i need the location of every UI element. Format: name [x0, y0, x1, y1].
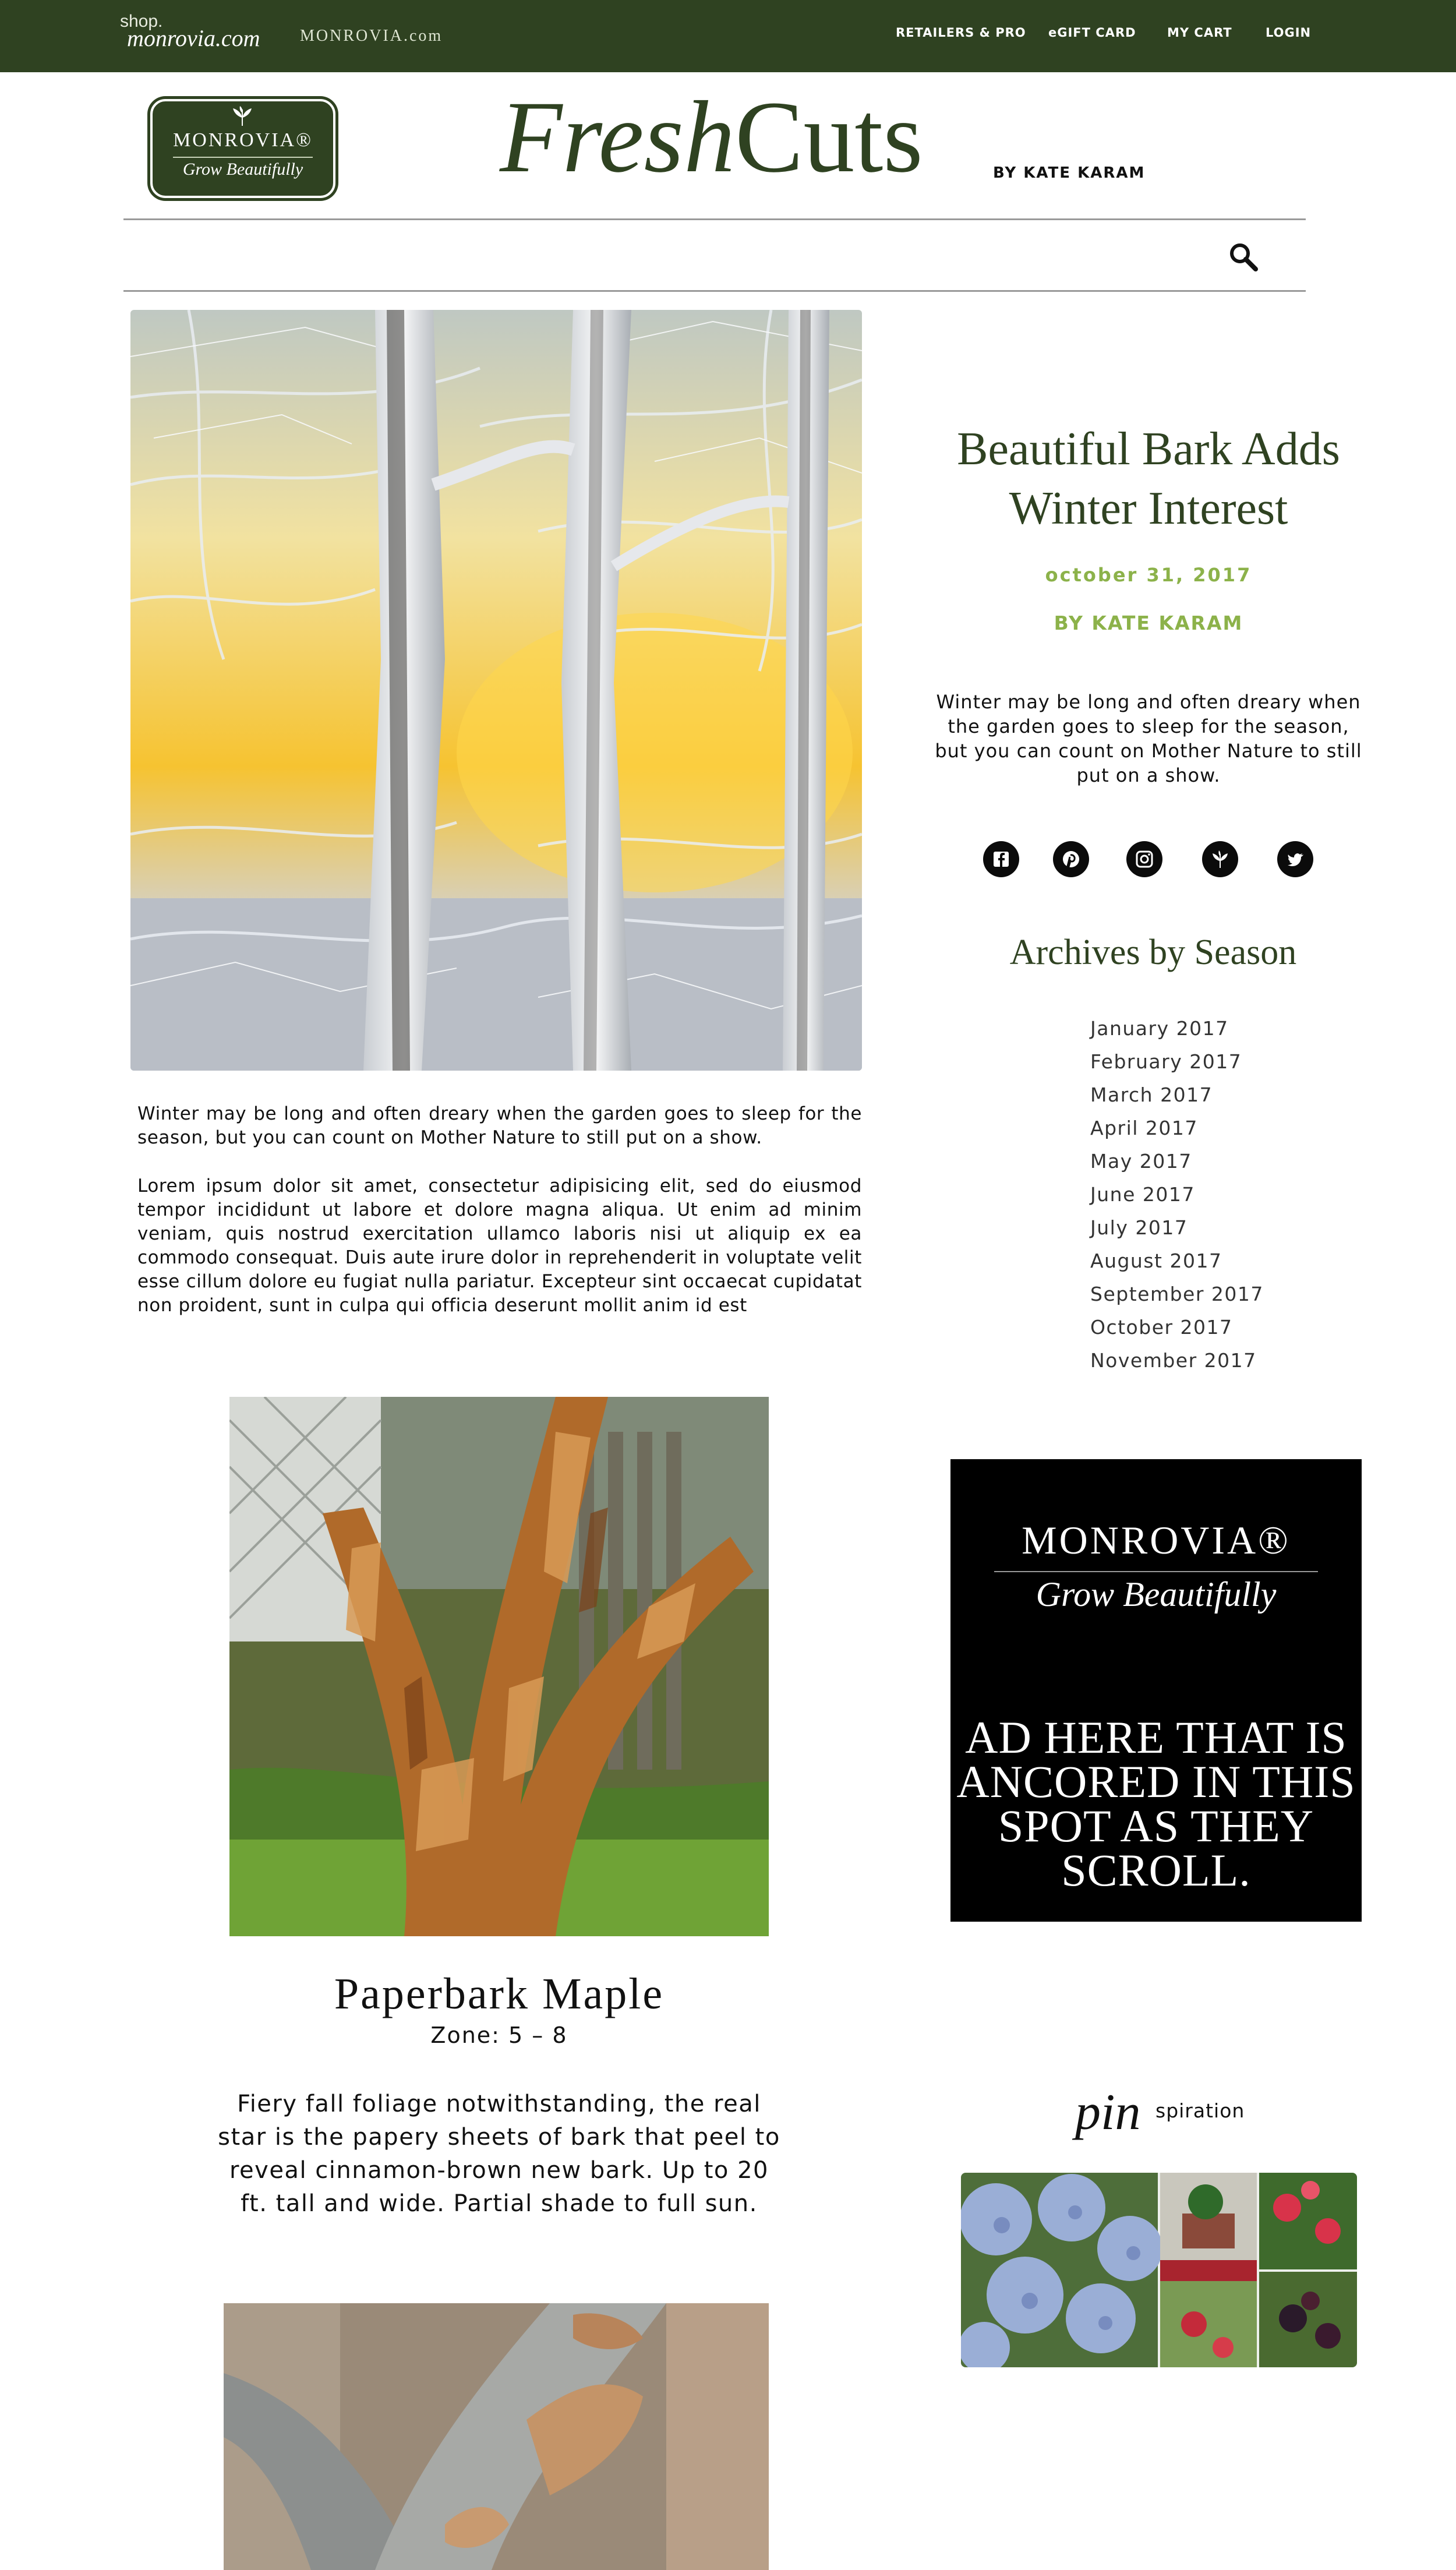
archives-title: Archives by Season: [1009, 933, 1297, 972]
post-author: BY KATE KARAM: [1054, 612, 1243, 634]
article-body: Lorem ipsum dolor sit amet, consectetur adipisicing elit, sed do eiusmod tempor incididunt ut labore et dolore magna aliqua. Ut enim ad minim veniam, quis nostrud exercitation ullamco laboris nisi ut aliquip ex ea commodo consequat. Duis aute irure dolor in reprehenderit in voluptate velit esse cillum dolore eu fugiat nulla pariatur. Excepteur sint occaecat cupidatat non proident, sunt in culpa qui officia deserunt mollit anim id est: [137, 1175, 862, 1316]
post-date: october 31, 2017: [1045, 564, 1252, 586]
instagram-icon[interactable]: [1126, 841, 1162, 877]
article-lead: Winter may be long and often dreary when the garden goes to sleep for the season, but you can count on Mother Nature to still put on a show.: [137, 1103, 862, 1148]
leaf-icon: [229, 106, 255, 127]
archive-january-2017[interactable]: January 2017: [1090, 1017, 1229, 1040]
search-icon[interactable]: [1228, 241, 1259, 273]
divider-top: [123, 218, 1306, 220]
pinspiration-label: spiration: [1155, 2099, 1245, 2122]
nav-login[interactable]: LOGIN: [1266, 26, 1312, 40]
plant-zone: Zone: 5 – 8: [430, 2022, 568, 2048]
pinterest-icon[interactable]: [1053, 841, 1089, 877]
divider-bottom: [123, 290, 1306, 292]
pinspiration-script: pin: [1075, 2084, 1141, 2141]
plant-description: Fiery fall foliage notwithstanding, the real star is the papery sheets of bark that peel to reveal cinnamon-brown new bark. Up to 20 ft. tall and wide. Partial shade to full sun.: [218, 2091, 780, 2217]
pinspiration-image[interactable]: [961, 2173, 1357, 2367]
shop-link-prefix[interactable]: shop.: [120, 12, 163, 31]
bark-closeup-image: [224, 2303, 769, 2570]
logo-tagline: Grow Beautifully: [182, 160, 303, 179]
monrovia-icon[interactable]: [1202, 841, 1238, 877]
archive-july-2017[interactable]: July 2017: [1090, 1216, 1188, 1239]
blog-title-fresh: Fresh: [500, 80, 736, 194]
archive-march-2017[interactable]: March 2017: [1090, 1083, 1213, 1106]
monrovia-link[interactable]: MONROVIA.com: [300, 27, 443, 45]
archive-june-2017[interactable]: June 2017: [1090, 1183, 1195, 1206]
hero-image-frosted-birches: [130, 310, 862, 1071]
post-title[interactable]: Beautiful Bark Adds Winter Interest: [957, 423, 1340, 534]
archive-august-2017[interactable]: August 2017: [1090, 1249, 1222, 1272]
ad-divider: [994, 1571, 1318, 1572]
archive-april-2017[interactable]: April 2017: [1090, 1117, 1198, 1139]
logo-divider: [173, 157, 313, 158]
facebook-icon[interactable]: [983, 841, 1019, 877]
archive-february-2017[interactable]: February 2017: [1090, 1050, 1242, 1073]
logo-name: MONROVIA®: [173, 129, 313, 151]
post-excerpt: Winter may be long and often dreary when the garden goes to sleep for the season, but you can count on Mother Nature to still put on a show.: [935, 691, 1362, 786]
plant-name: Paperbark Maple: [334, 1969, 665, 2018]
blog-title-cuts: Cuts: [735, 80, 923, 194]
archive-october-2017[interactable]: October 2017: [1090, 1316, 1233, 1339]
nav-egift-card[interactable]: eGIFT CARD: [1048, 26, 1136, 40]
nav-my-cart[interactable]: MY CART: [1167, 26, 1232, 40]
ad-brand: MONROVIA®: [1022, 1518, 1291, 1562]
ad-text: AD HERE THAT IS ANCORED IN THIS SPOT AS THEY SCROLL.: [956, 1712, 1356, 1895]
archive-november-2017[interactable]: November 2017: [1090, 1349, 1257, 1372]
twitter-icon[interactable]: [1277, 841, 1313, 877]
shop-link[interactable]: monrovia.com: [127, 25, 260, 51]
ad-tagline: Grow Beautifully: [1036, 1575, 1277, 1614]
header-byline: BY KATE KARAM: [993, 164, 1146, 182]
archive-may-2017[interactable]: May 2017: [1090, 1150, 1192, 1173]
paperbark-maple-image: [229, 1397, 769, 1936]
archive-september-2017[interactable]: September 2017: [1090, 1283, 1264, 1305]
monrovia-logo[interactable]: [150, 99, 335, 198]
sidebar-ad[interactable]: [950, 1459, 1362, 1922]
nav-retailers-pro[interactable]: RETAILERS & PRO: [896, 26, 1026, 40]
